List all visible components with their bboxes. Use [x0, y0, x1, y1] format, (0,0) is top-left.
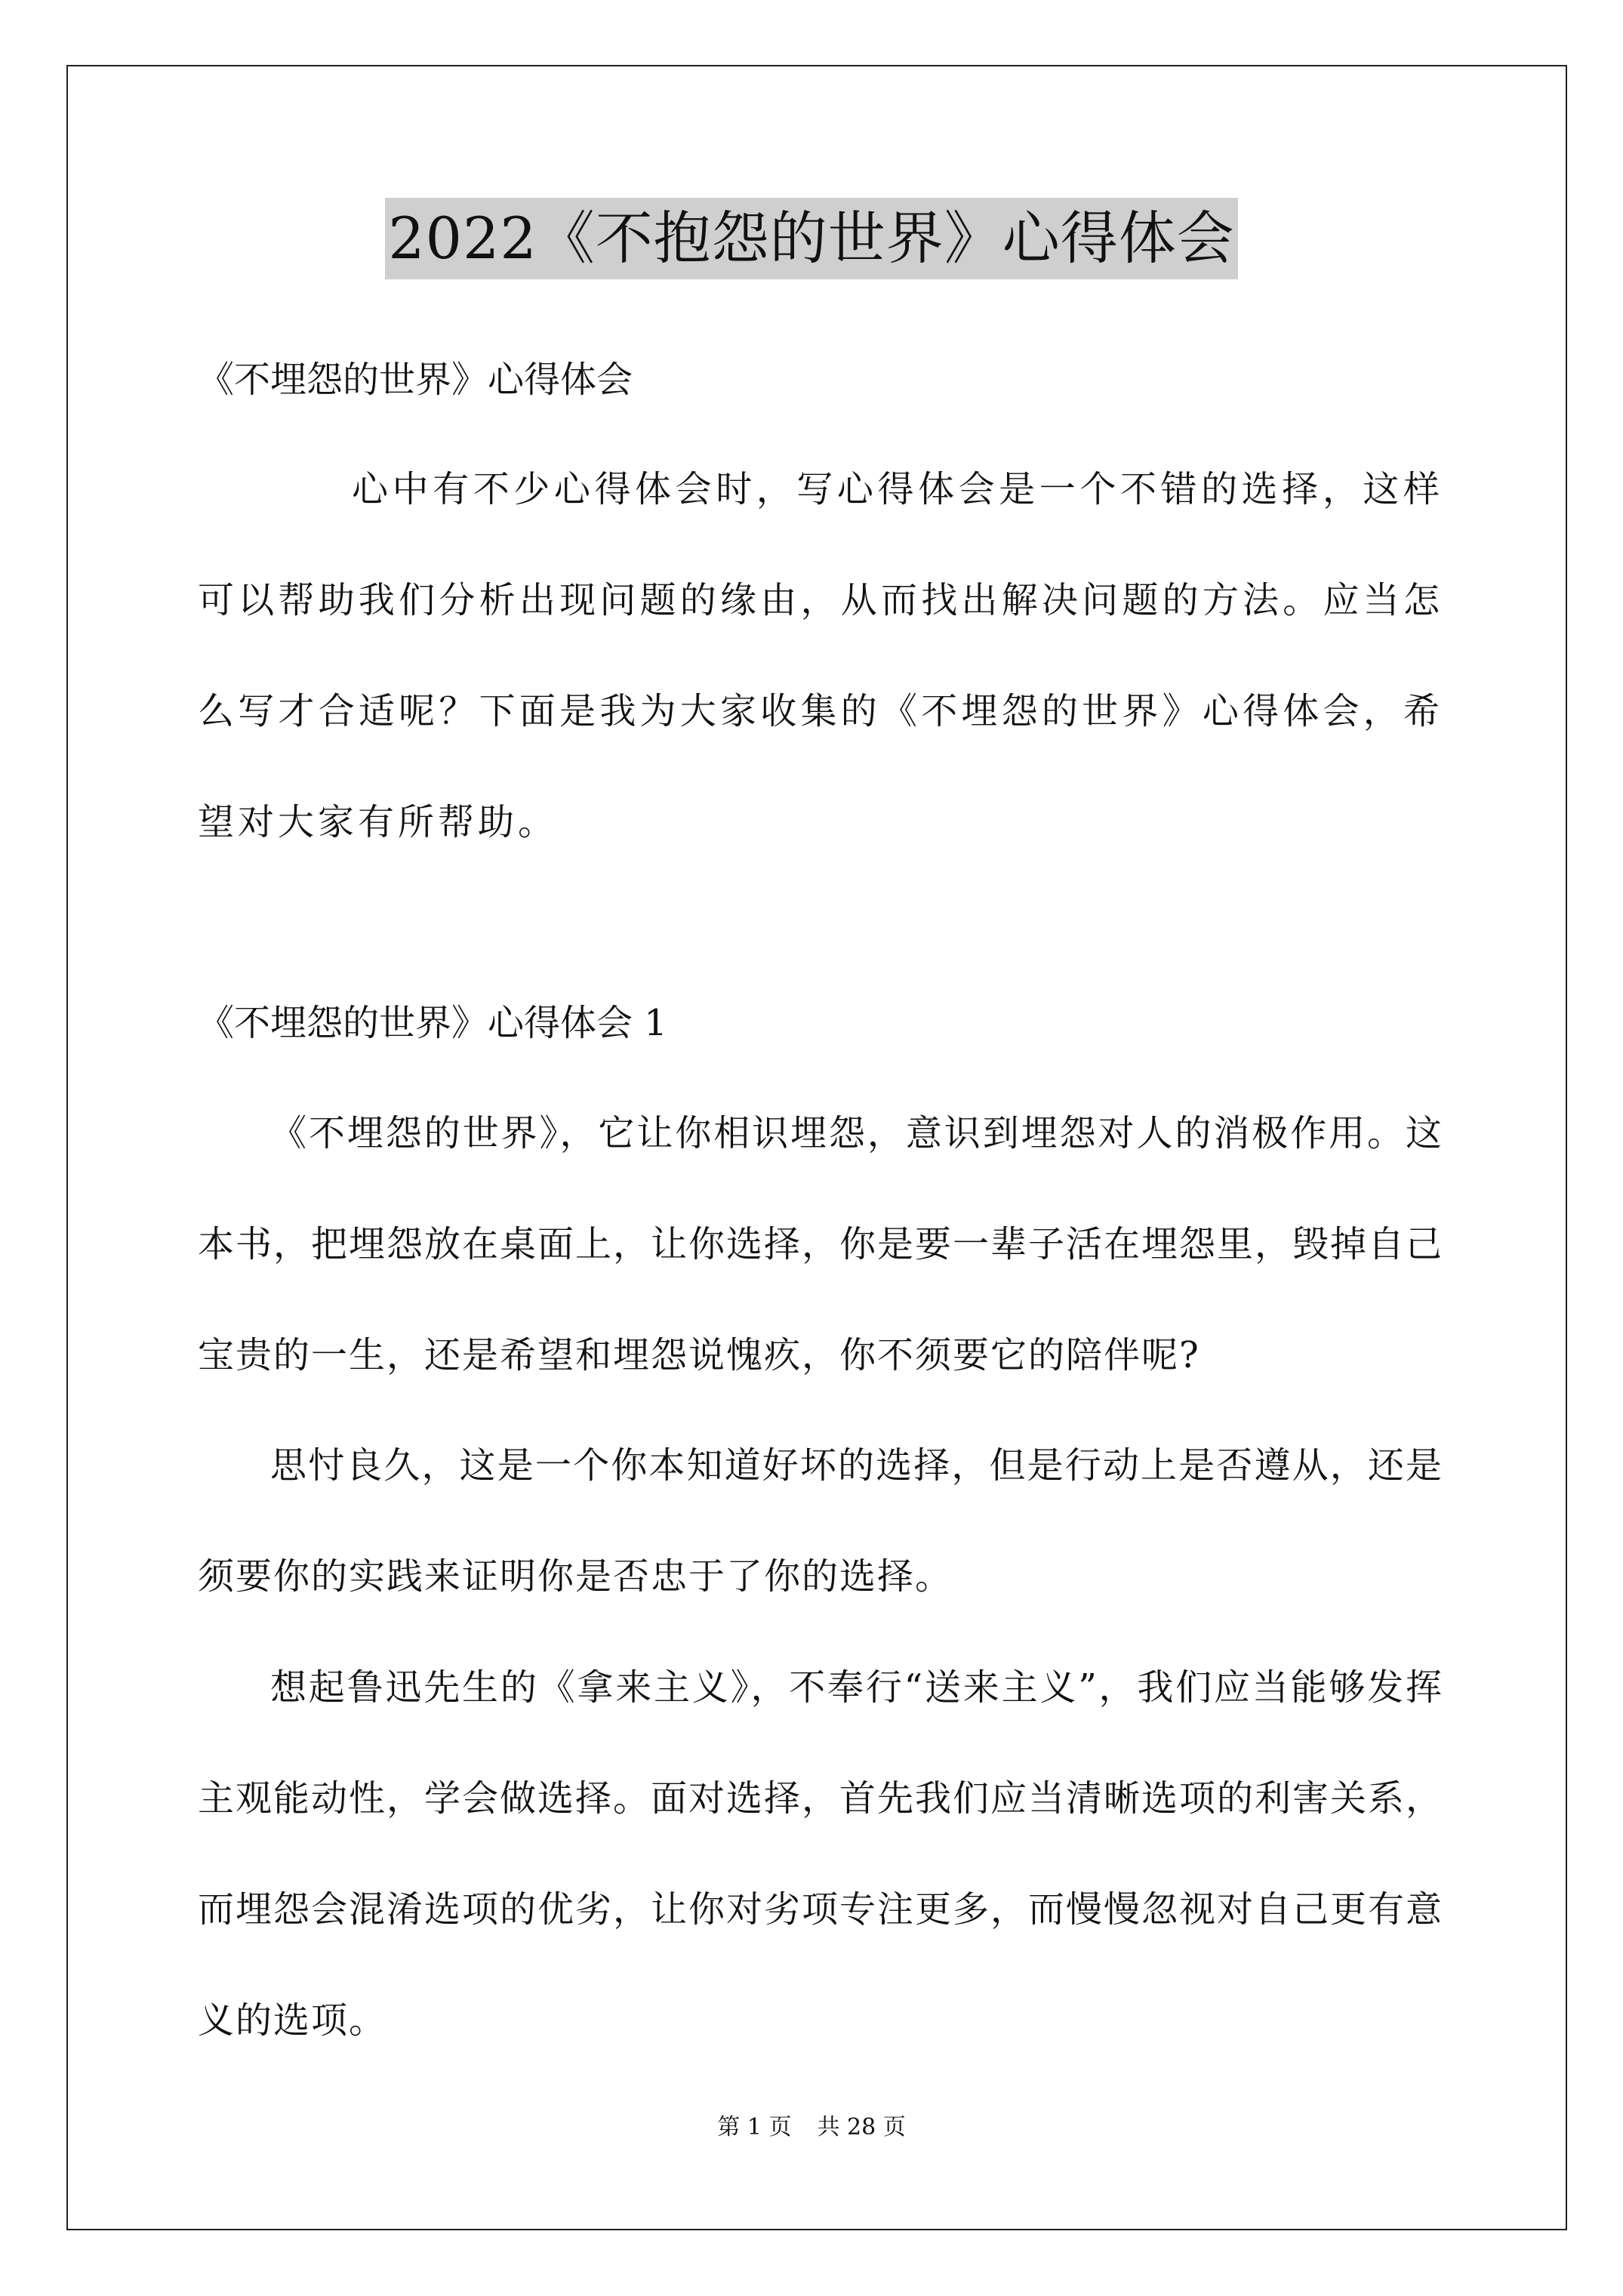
- section-heading: 《不埋怨的世界》心得体会 1: [198, 1002, 667, 1044]
- title-container: [0, 198, 1623, 279]
- body-paragraph-3: 想起鲁迅先生的《拿来主义》，不奉行“送来主义”，我们应当能够发挥主观能动性，学会做选择。面对选择，首先我们应当清晰选项的利害关系，而埋怨会混淆选项的优劣，让你对劣项专注更多，而慢慢忽视对自己更有意义的选项。: [198, 1666, 1444, 2042]
- page-number: 第 1 页: [717, 2114, 792, 2140]
- page-footer: [0, 2113, 1623, 2143]
- body-paragraph-1: 《不埋怨的世界》，它让你相识埋怨，意识到埋怨对人的消极作用。这本书，把埋怨放在桌面上，让你选择，你是要一辈子活在埋怨里，毁掉自己宝贵的一生，还是希望和埋怨说愧疚，你不须要它的陪伴呢?: [198, 1112, 1444, 1376]
- intro-paragraph: 心中有不少心得体会时，写心得体会是一个不错的选择，这样可以帮助我们分析出现问题的缘由，从而找出解决问题的方法。应当怎么写才合适呢？下面是我为大家收集的《不埋怨的世界》心得体会，希望对大家有所帮助。: [198, 468, 1443, 843]
- intro-heading: 《不埋怨的世界》心得体会: [198, 359, 633, 401]
- body-paragraph-2: 思忖良久，这是一个你本知道好坏的选择，但是行动上是否遵从，还是须要你的实践来证明你是否忠于了你的选择。: [198, 1444, 1443, 1598]
- document-title: 2022《不抱怨的世界》心得体会: [385, 198, 1237, 279]
- total-pages: 共 28 页: [817, 2114, 906, 2140]
